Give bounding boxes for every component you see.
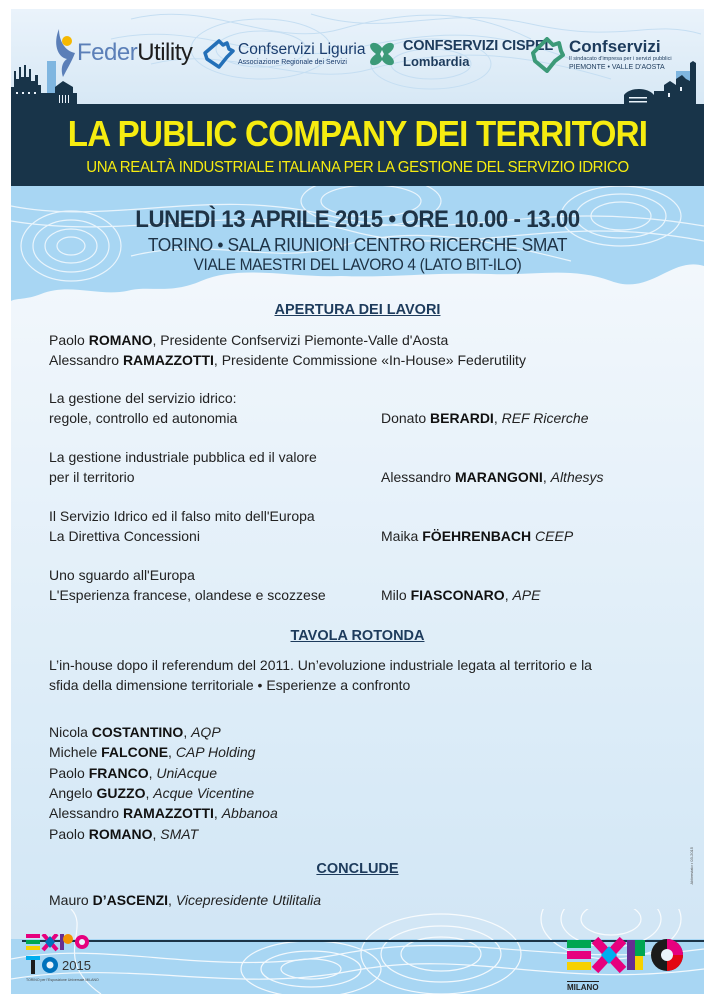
panelist-first-name: Michele [49, 744, 98, 761]
panelist-org: SMAT [160, 825, 199, 842]
confservizi-cispel-logo [367, 39, 553, 69]
side-credit: Abbreviato • 03-2015 [689, 847, 694, 885]
confservizi-subtitle: Il sindacato d'impresa per i servizi pubblici [569, 56, 672, 62]
speaker-last-name: MARANGONI [454, 469, 543, 485]
panelist-org: Abbanoa [221, 805, 278, 822]
opening-speaker [49, 330, 448, 350]
closing-speaker: Mauro D’ASCENZI, Vicepresidente Utilitalia [49, 892, 322, 908]
event-subtitle: UNA REALTÀ INDUSTRIALE ITALIANA PER LA GESTIONE DEL SERVIZIO IDRICO [86, 159, 629, 176]
talk-topic: La gestione del servizio idrico: [49, 390, 237, 406]
section-heading-apertura: APERTURA DEI LAVORI [274, 302, 441, 318]
talk-topic: Il Servizio Idrico ed il falso mito dell'Europa [49, 508, 315, 524]
speaker-last-name: D’ASCENZI [92, 892, 169, 908]
panelist-first-name: Angelo [49, 784, 93, 801]
federutility-figure-icon [53, 29, 77, 77]
confservizi-piemonte-logo [531, 37, 672, 73]
speaker-first-name: Alessandro [49, 352, 120, 368]
speaker-first-name: Milo [381, 587, 407, 603]
event-title: LA PUBLIC COMPANY DEI TERRITORI [67, 113, 648, 154]
panelist-row: Paolo ROMANO, SMAT [49, 825, 199, 842]
panelist-org: Acque Vicentine [153, 784, 255, 801]
talk-topic: regole, controllo ed autonomia [49, 410, 238, 426]
panelist-first-name: Nicola [49, 724, 88, 740]
panelist-last-name: FALCONE [101, 744, 169, 761]
talk-speaker [381, 467, 604, 487]
speaker-org: CEEP [535, 528, 574, 544]
panelist-first-name: Alessandro [49, 805, 120, 822]
expo-torino-logo [26, 934, 116, 994]
talk-speaker [381, 408, 589, 428]
panelist-row: Alessandro RAMAZZOTTI, Abbanoa [49, 805, 278, 822]
speaker-first-name: Paolo [49, 332, 85, 348]
event-place: TORINO • SALA RIUNIONI CENTRO RICERCHE SMAT [147, 234, 568, 255]
confservizi-piemonte-icon [531, 37, 565, 73]
panelist-last-name: ROMANO [88, 825, 153, 842]
federutility-logo [53, 23, 192, 83]
speaker-last-name: ROMANO [88, 332, 153, 348]
event-date-time: LUNEDÌ 13 APRILE 2015 • ORE 10.00 - 13.00 [135, 206, 580, 233]
tavola-description: sfida della dimensione territoriale • Esperienze a confronto [49, 677, 411, 693]
panelist-row: Michele FALCONE, CAP Holding [49, 744, 256, 761]
expo-milano-logo [567, 936, 687, 994]
panelist-row: Angelo GUZZO, Acque Vicentine [49, 784, 255, 801]
confservizi-liguria-title: Confservizi Liguria [238, 40, 366, 58]
speaker-last-name: FIASCONARO [410, 587, 505, 603]
panelist-org: UniAcque [156, 764, 218, 781]
separator: , [542, 469, 551, 485]
expo-milano-label: MILANO [567, 983, 599, 992]
talk-speaker [381, 585, 540, 605]
speaker-first-name: Donato [381, 410, 427, 426]
talk-topic: L'Esperienza francese, olandese e scozzese [49, 587, 326, 603]
talk-topic: La Direttiva Concessioni [49, 528, 200, 544]
panelist-org: CAP Holding [175, 744, 256, 761]
federutility-utility: Utility [137, 39, 193, 66]
event-address: VIALE MAESTRI DEL LAVORO 4 (LATO BIT-ILO) [193, 256, 522, 274]
expo-milano-mark-icon [567, 936, 687, 978]
speaker-org: REF Ricerche [501, 410, 589, 426]
panelist-first-name: Paolo [49, 825, 85, 842]
logo-strip [11, 9, 704, 104]
speaker-role: Vicepresidente Utilitalia [175, 892, 322, 908]
speaker-first-name: Maika [381, 528, 419, 544]
talk-speaker [381, 526, 573, 546]
speaker-org: APE [512, 587, 541, 603]
speaker-last-name: BERARDI [430, 410, 494, 426]
confservizi-title: Confservizi [569, 37, 661, 56]
federutility-wordmark [77, 39, 192, 67]
cispel-subtitle: Lombardia [403, 54, 470, 69]
title-band [11, 104, 704, 186]
section-heading-conclude: CONCLUDE [316, 861, 399, 877]
event-poster [11, 9, 704, 994]
talk-topic: per il territorio [49, 469, 135, 485]
talk-topic: Uno sguardo all'Europa [49, 567, 195, 583]
speaker-first-name: Mauro [49, 892, 89, 908]
panelist-row: Paolo FRANCO, UniAcque [49, 764, 218, 781]
confservizi-liguria-logo [203, 39, 366, 69]
cispel-title: CONFSERVIZI CISPEL [403, 38, 554, 54]
section-heading-tavola: TAVOLA ROTONDA [290, 628, 425, 644]
speaker-last-name: RAMAZZOTTI [122, 352, 214, 368]
confservizi-liguria-subtitle: Associazione Regionale dei Servizi [238, 58, 347, 66]
speaker-org: Althesys [550, 469, 604, 485]
talk-topic: La gestione industriale pubblica ed il valore [49, 449, 317, 465]
federutility-feder: Feder [77, 39, 138, 66]
panelist-row: Nicola COSTANTINO, AQP [49, 724, 221, 740]
tavola-description: L’in-house dopo il referendum del 2011. Un’evoluzione industriale legata al territorio e la [49, 657, 592, 673]
date-area [11, 186, 704, 301]
confservizi-liguria-icon [203, 39, 235, 69]
separator: , [493, 410, 502, 426]
panelist-org: AQP [191, 724, 221, 740]
panelist-last-name: COSTANTINO [91, 724, 184, 740]
panelist-last-name: GUZZO [96, 784, 146, 801]
panelist-last-name: RAMAZZOTTI [122, 805, 214, 822]
speaker-role: , Presidente Confservizi Piemonte-Valle d'Aosta [152, 332, 449, 348]
cispel-cross-icon [367, 40, 397, 68]
panelist-last-name: FRANCO [88, 764, 149, 781]
expo-torino-tagline: TORINO per l'Esposizione Universale MILANO [26, 978, 99, 982]
expo-torino-year: 2015 [62, 958, 91, 973]
opening-speaker [49, 350, 526, 370]
speaker-last-name: FÖEHRENBACH [422, 528, 532, 544]
confservizi-region: PIEMONTE • VALLE D'AOSTA [569, 64, 665, 71]
panelist-first-name: Paolo [49, 764, 85, 781]
speaker-first-name: Alessandro [381, 469, 452, 485]
separator: , [504, 587, 513, 603]
speaker-role: , Presidente Commissione «In-House» Federutility [213, 352, 526, 368]
